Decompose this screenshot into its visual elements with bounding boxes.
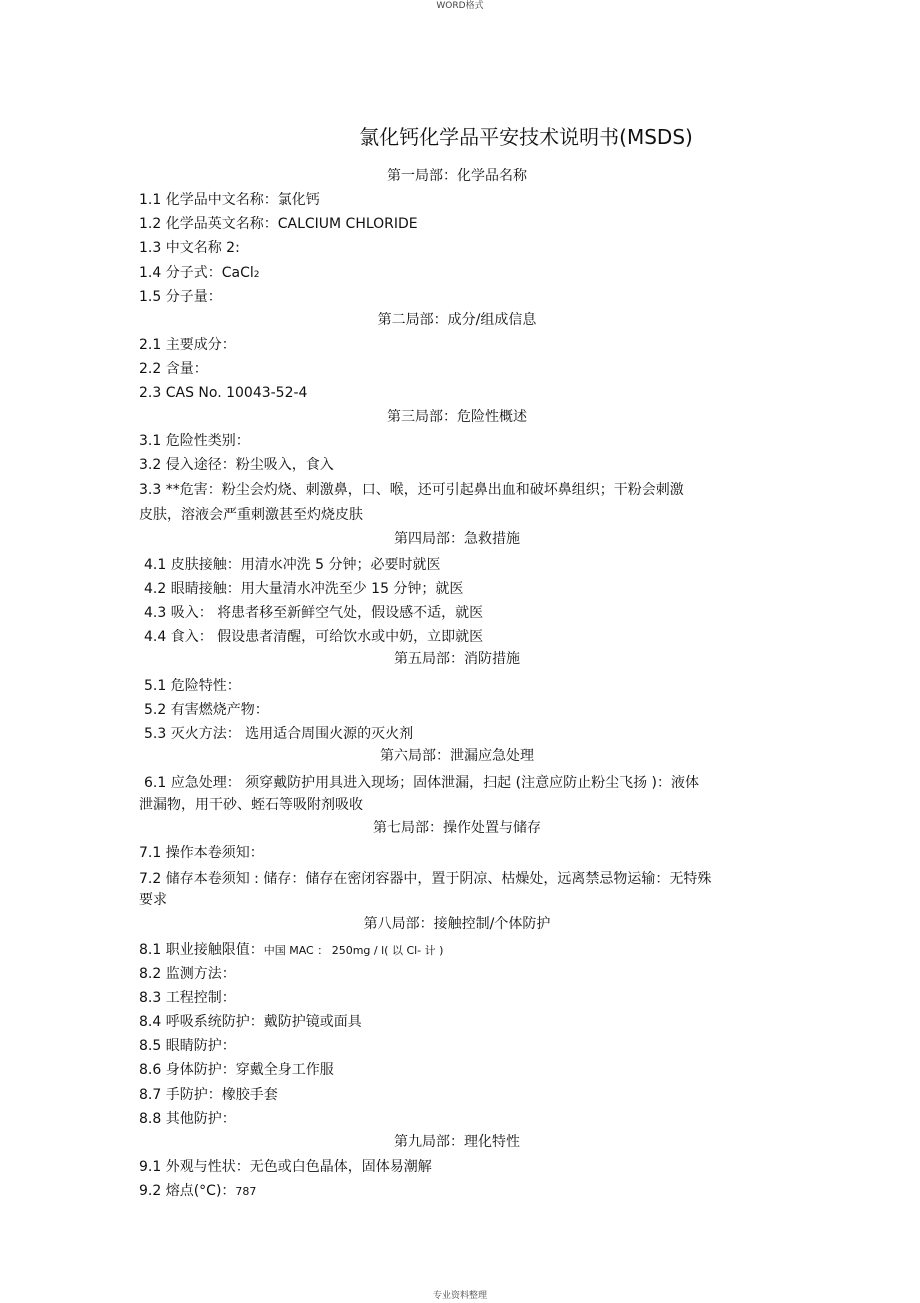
exposure-limit-label: 8.1 职业接触限值： bbox=[139, 942, 264, 958]
line-4-4: 4.4 食入： 假设患者清醒，可给饮水或中奶，立即就医 bbox=[144, 629, 484, 645]
line-3-1: 3.1 危险性类别： bbox=[139, 433, 250, 449]
line-9-2 bbox=[139, 1181, 256, 1202]
line-4-3: 4.3 吸入： 将患者移至新鲜空气处，假设感不适，就医 bbox=[144, 605, 484, 621]
section-heading-5: 第五局部：消防措施 bbox=[394, 651, 520, 667]
line-7-2-continued: 要求 bbox=[139, 892, 167, 908]
line-6-1-continued: 泄漏物，用干砂、蛭石等吸附剂吸收 bbox=[139, 797, 363, 813]
line-9-1: 9.1 外观与性状：无色或白色晶体，固体易潮解 bbox=[139, 1159, 432, 1175]
line-2-1: 2.1 主要成分： bbox=[139, 337, 236, 353]
melting-point-value: 787 bbox=[235, 1185, 257, 1198]
line-8-1 bbox=[139, 940, 443, 961]
section-heading-9: 第九局部：理化特性 bbox=[394, 1134, 520, 1150]
melting-point-label: 9.2 熔点(°C)： bbox=[139, 1183, 236, 1199]
line-2-2: 2.2 含量： bbox=[139, 361, 208, 377]
line-3-3-continued: 皮肤，溶液会严重刺激甚至灼烧皮肤 bbox=[139, 507, 363, 523]
line-8-4: 8.4 呼吸系统防护：戴防护镜或面具 bbox=[139, 1014, 362, 1030]
exposure-limit-value: 中国 MAC ： 250mg / l( 以 Cl- 计 ) bbox=[263, 944, 444, 957]
line-1-5: 1.5 分子量： bbox=[139, 289, 222, 305]
line-7-1: 7.1 操作本卷须知： bbox=[139, 845, 264, 861]
line-6-1: 6.1 应急处理： 须穿戴防护用具进入现场；固体泄漏，扫起 (注意应防止粉尘飞扬 )：液体 bbox=[144, 775, 699, 791]
section-heading-1: 第一局部：化学品名称 bbox=[387, 168, 527, 184]
line-7-2: 7.2 储存本卷须知 : 储存：储存在密闭容器中，置于阴凉、枯燥处，远离禁忌物运输：无特殊 bbox=[139, 871, 712, 887]
line-4-2: 4.2 眼睛接触：用大量清水冲洗至少 15 分钟；就医 bbox=[144, 581, 464, 597]
line-8-3: 8.3 工程控制： bbox=[139, 990, 236, 1006]
line-3-3: 3.3 **危害：粉尘会灼烧、刺激鼻，口、喉，还可引起鼻出血和破坏鼻组织；干粉会刺激 bbox=[139, 482, 684, 498]
line-8-2: 8.2 监测方法： bbox=[139, 966, 236, 982]
line-5-3: 5.3 灭火方法： 选用适合周围火源的灭火剂 bbox=[144, 726, 414, 742]
line-8-8: 8.8 其他防护： bbox=[139, 1111, 236, 1127]
section-heading-2: 第二局部：成分/组成信息 bbox=[377, 312, 537, 328]
section-heading-7: 第七局部：操作处置与储存 bbox=[373, 820, 541, 836]
page-header: WORD格式 bbox=[436, 1, 484, 11]
formula-text: 1.4 分子式：CaCl bbox=[139, 265, 254, 281]
line-4-1: 4.1 皮肤接触：用清水冲洗 5 分钟；必要时就医 bbox=[144, 557, 441, 573]
line-1-2: 1.2 化学品英文名称：CALCIUM CHLORIDE bbox=[139, 216, 418, 232]
line-1-3: 1.3 中文名称 2: bbox=[139, 240, 240, 256]
line-5-1: 5.1 危险特性： bbox=[144, 678, 241, 694]
section-heading-8: 第八局部：接触控制/个体防护 bbox=[363, 916, 551, 932]
line-1-1: 1.1 化学品中文名称：氯化钙 bbox=[139, 192, 320, 208]
section-heading-4: 第四局部：急救措施 bbox=[394, 531, 520, 547]
line-8-5: 8.5 眼睛防护： bbox=[139, 1038, 236, 1054]
formula-subscript: 2 bbox=[253, 270, 260, 280]
line-8-6: 8.6 身体防护：穿戴全身工作服 bbox=[139, 1062, 334, 1078]
line-3-2: 3.2 侵入途径：粉尘吸入，食入 bbox=[139, 457, 334, 473]
line-5-2: 5.2 有害燃烧产物： bbox=[144, 702, 269, 718]
line-1-4 bbox=[139, 263, 259, 285]
section-heading-3: 第三局部：危险性概述 bbox=[387, 409, 527, 425]
section-heading-6: 第六局部：泄漏应急处理 bbox=[380, 748, 534, 764]
line-8-7: 8.7 手防护：橡胶手套 bbox=[139, 1087, 278, 1103]
page-footer: 专业资料整理 bbox=[432, 1291, 487, 1301]
document-title: 氯化钙化学品平安技术说明书(MSDS) bbox=[359, 125, 693, 149]
line-2-3: 2.3 CAS No. 10043-52-4 bbox=[139, 385, 308, 401]
